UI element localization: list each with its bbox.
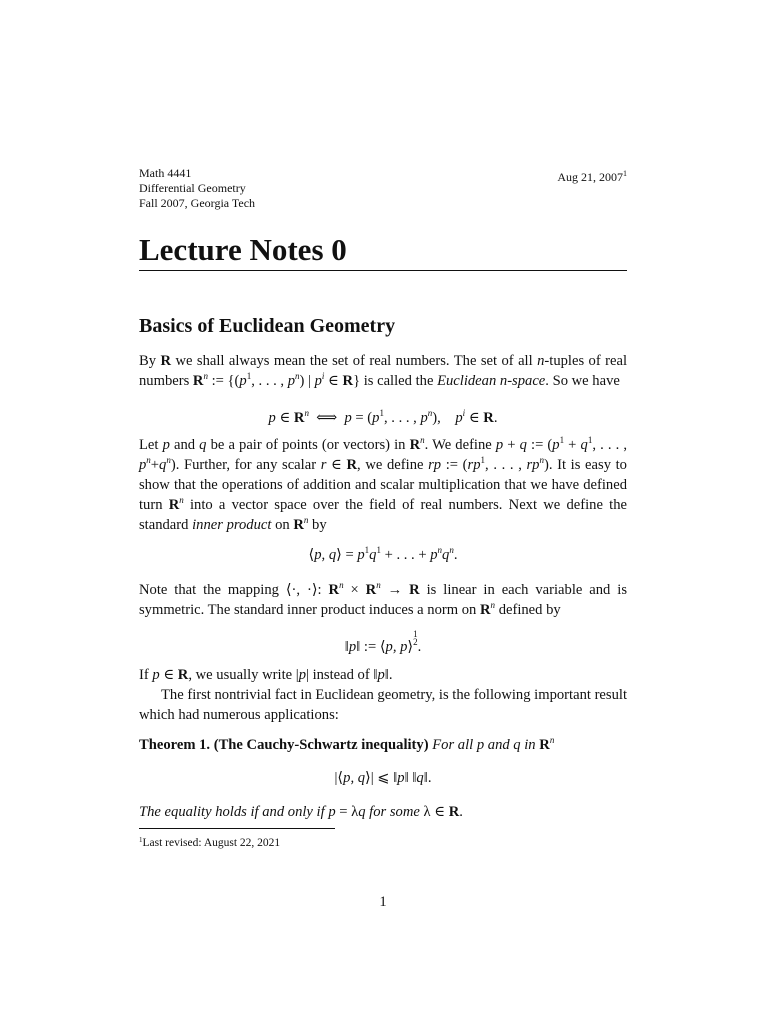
- theorem-heading: Theorem 1. (The Cauchy-Schwartz inequality): [139, 737, 429, 753]
- equation-cauchy-schwarz: |⟨p, q⟩| ⩽ ‖p‖ ‖q‖.: [334, 770, 432, 786]
- paragraph-real-numbers: By R we shall always mean the set of real numbers. The set of all n-tuples of real numbers $R^n$ := {($p^1$, . . . , $p^n$) | $p^i$ ∈ R} is called the Euclidean n-space. So we have: [139, 353, 628, 389]
- page-number: 1: [379, 894, 387, 910]
- course-subject: Differential Geometry: [139, 181, 246, 195]
- lecture-date: [557, 166, 627, 185]
- equation-inner-product: ⟨p, q⟩ = $p^1q^1$ + . . . + $p^nq^n$.: [308, 545, 458, 563]
- footnote-text: Last revised: August 22, 2021: [142, 837, 281, 849]
- course-info: [139, 166, 255, 211]
- course-number: Math 4441: [139, 166, 192, 180]
- paragraph-nontrivial-fact: The first nontrivial fact in Euclidean geometry, is the following important result which had numerous applications:: [139, 687, 627, 723]
- theorem-statement: Theorem 1. (The Cauchy-Schwartz inequality) For all p and q in $R^n$: [139, 735, 555, 753]
- equation-rn-definition: p ∈ $R^n$ ⟺ $p = (p^1$, . . . , $p^n$), $p^i$ ∈ R.: [268, 408, 498, 426]
- footnote-mark: 1: [139, 836, 143, 844]
- paragraph-vector-space: Let p and q be a pair of points (or vectors) in $R^n$. We define p + q := ($p^1 + q^1$, . . . , $p^n+q^n$). Further, for any scalar r ∈ R, we define rp := ($rp^1$, . . . , $rp^n$). It is easy to show that the operations of addition and scalar multiplication that we have defined turn $R^n$ into a vector space over the field of real numbers. Next we define the standard inner product on $R^n$ by: [139, 435, 627, 533]
- course-term: Fall 2007, Georgia Tech: [139, 196, 256, 210]
- page-title: Lecture Notes 0: [139, 232, 627, 271]
- paragraph-absolute-value: If p ∈ R, we usually write |p| instead of ‖p‖.: [139, 667, 393, 683]
- paragraph-norm: Note that the mapping ⟨·, ·⟩: $R^n \times R^n \to R$ is linear in each variable and is symmetric. The standard inner product induces a norm on $R^n$ defined by: [139, 580, 627, 618]
- date-text: Aug 21, 2007: [557, 170, 623, 184]
- date-footnote-mark: 1: [623, 169, 627, 178]
- footnote-rule: [139, 828, 335, 829]
- footnote: [139, 833, 280, 850]
- equation-norm: ‖p‖ := ⟨p, p⟩1 2.: [344, 629, 422, 655]
- theorem-equality-condition: The equality holds if and only if p = λq for some λ ∈ R.: [139, 804, 463, 820]
- section-title: Basics of Euclidean Geometry: [139, 315, 396, 337]
